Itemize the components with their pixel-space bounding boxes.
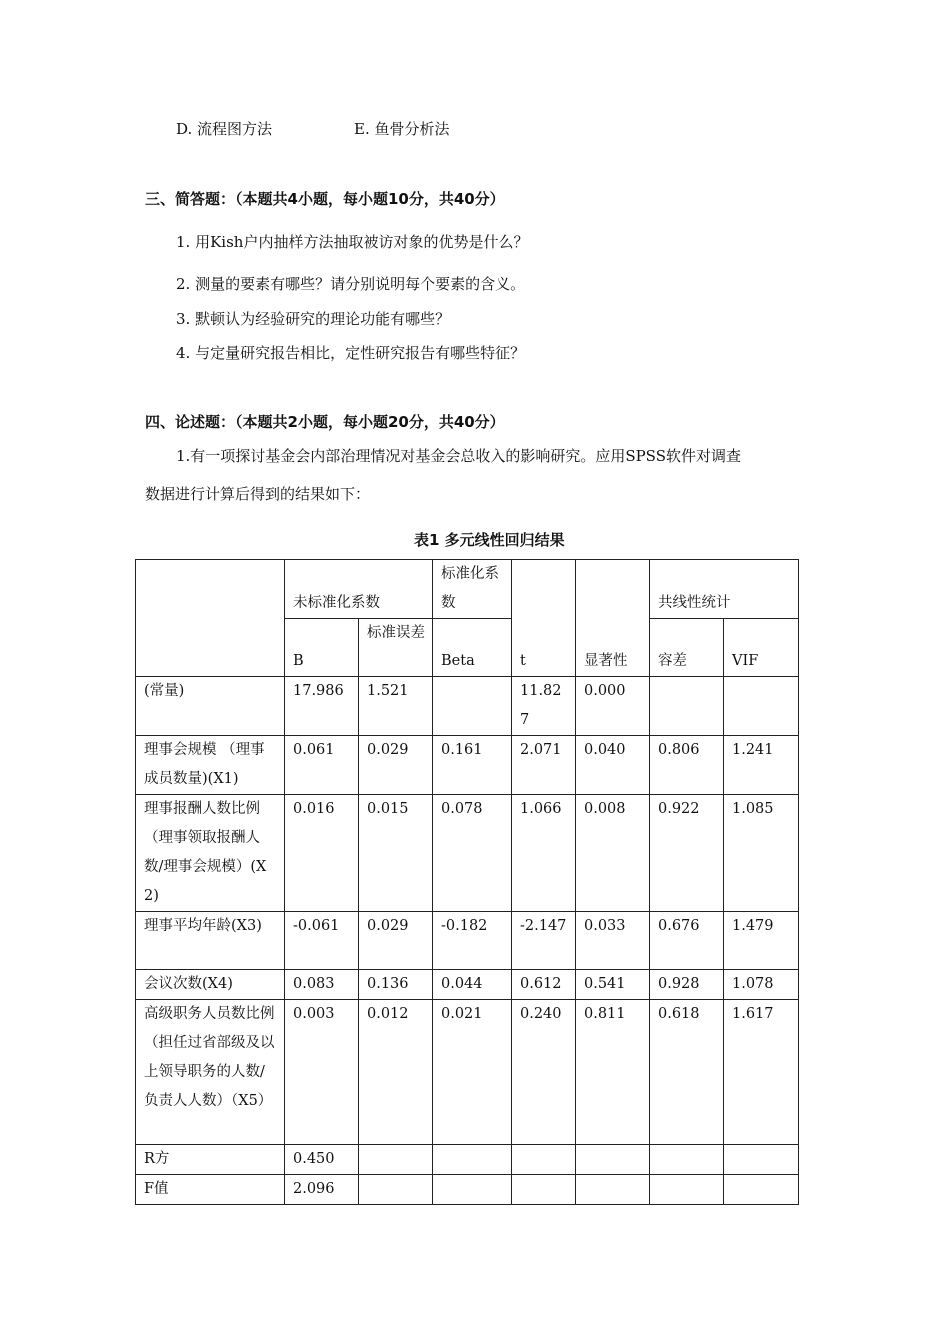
section-3-heading: 三、简答题：（本题共4小题，每小题10分，共40分） [145, 190, 505, 208]
question-3-2: 2. 测量的要素有哪些？请分别说明每个要素的含义。 [176, 275, 526, 293]
cell-t: 0.612 [512, 970, 576, 1000]
header-t: t [512, 560, 576, 677]
cell-b: 0.083 [285, 970, 359, 1000]
cell-se: 0.015 [359, 795, 433, 912]
question-4-1-line-2: 数据进行计算后得到的结果如下： [145, 485, 371, 503]
cell-beta [433, 677, 512, 736]
cell-tolerance: 0.806 [650, 736, 724, 795]
question-4-1-line-1: 1.有一项探讨基金会内部治理情况对基金会总收入的影响研究。应用SPSS软件对调查 [176, 447, 741, 465]
cell-sig: 0.033 [576, 912, 650, 970]
cell-vif [724, 1145, 799, 1175]
header-standardized: 标准化系数 [433, 560, 512, 619]
cell-t: -2.147 [512, 912, 576, 970]
header-significance: 显著性 [576, 560, 650, 677]
cell-tolerance: 0.928 [650, 970, 724, 1000]
cell-beta: 0.044 [433, 970, 512, 1000]
option-e: E. 鱼骨分析法 [354, 120, 450, 138]
cell-sig [576, 1175, 650, 1205]
header-std-error: 标准误差 [359, 619, 433, 677]
option-d: D. 流程图方法 [176, 120, 273, 138]
cell-sig: 0.008 [576, 795, 650, 912]
cell-vif [724, 1175, 799, 1205]
question-3-4: 4. 与定量研究报告相比，定性研究报告有哪些特征？ [176, 344, 526, 362]
cell-t [512, 1175, 576, 1205]
cell-sig: 0.811 [576, 1000, 650, 1145]
cell-beta: 0.161 [433, 736, 512, 795]
cell-sig [576, 1145, 650, 1175]
cell-beta [433, 1145, 512, 1175]
table-row [136, 736, 799, 795]
table-row [136, 970, 799, 1000]
row-label: R方 [136, 1145, 285, 1175]
cell-b: 0.450 [285, 1145, 359, 1175]
cell-tolerance: 0.922 [650, 795, 724, 912]
cell-b: 0.061 [285, 736, 359, 795]
row-label: 理事报酬人数比例（理事领取报酬人数/理事会规模）(X2) [136, 795, 285, 912]
table-row [136, 1000, 799, 1145]
header-b: B [285, 619, 359, 677]
section-4-heading: 四、论述题：（本题共2小题，每小题20分，共40分） [145, 413, 505, 431]
regression-table [135, 559, 799, 1205]
header-tolerance: 容差 [650, 619, 724, 677]
cell-beta: -0.182 [433, 912, 512, 970]
cell-sig: 0.000 [576, 677, 650, 736]
cell-se: 1.521 [359, 677, 433, 736]
cell-t: 11.827 [512, 677, 576, 736]
table-caption: 表1 多元线性回归结果 [414, 531, 565, 549]
cell-vif: 1.479 [724, 912, 799, 970]
cell-t: 1.066 [512, 795, 576, 912]
header-beta: Beta [433, 619, 512, 677]
cell-b: 2.096 [285, 1175, 359, 1205]
cell-b: 0.016 [285, 795, 359, 912]
cell-beta [433, 1175, 512, 1205]
cell-tolerance: 0.676 [650, 912, 724, 970]
header-vif: VIF [724, 619, 799, 677]
cell-se: 0.012 [359, 1000, 433, 1145]
row-label: 会议次数(X4) [136, 970, 285, 1000]
cell-b: 0.003 [285, 1000, 359, 1145]
header-empty-cell [136, 560, 285, 677]
cell-b: 17.986 [285, 677, 359, 736]
table-row [136, 912, 799, 970]
cell-se: 0.136 [359, 970, 433, 1000]
cell-b: -0.061 [285, 912, 359, 970]
header-unstandardized: 未标准化系数 [285, 560, 433, 619]
cell-se: 0.029 [359, 736, 433, 795]
row-label: F值 [136, 1175, 285, 1205]
table-row [136, 677, 799, 736]
cell-t: 2.071 [512, 736, 576, 795]
table-row [136, 1145, 799, 1175]
cell-sig: 0.541 [576, 970, 650, 1000]
cell-t [512, 1145, 576, 1175]
cell-vif: 1.078 [724, 970, 799, 1000]
question-3-1: 1. 用Kish户内抽样方法抽取被访对象的优势是什么？ [176, 233, 529, 251]
row-label: 高级职务人员数比例（担任过省部级及以上领导职务的人数/负责人人数）（X5） [136, 1000, 285, 1145]
header-collinearity: 共线性统计 [650, 560, 799, 619]
table-row [136, 795, 799, 912]
cell-t: 0.240 [512, 1000, 576, 1145]
cell-beta: 0.021 [433, 1000, 512, 1145]
row-label: 理事平均年龄(X3) [136, 912, 285, 970]
cell-tolerance [650, 1145, 724, 1175]
cell-tolerance: 0.618 [650, 1000, 724, 1145]
cell-sig: 0.040 [576, 736, 650, 795]
cell-tolerance [650, 677, 724, 736]
row-label: (常量) [136, 677, 285, 736]
table-row [136, 1175, 799, 1205]
cell-vif: 1.085 [724, 795, 799, 912]
cell-se [359, 1175, 433, 1205]
cell-se: 0.029 [359, 912, 433, 970]
row-label: 理事会规模 （理事成员数量)(X1) [136, 736, 285, 795]
cell-vif: 1.617 [724, 1000, 799, 1145]
cell-vif: 1.241 [724, 736, 799, 795]
question-3-3: 3. 默顿认为经验研究的理论功能有哪些？ [176, 310, 451, 328]
table-header-row-1 [136, 560, 799, 619]
cell-se [359, 1145, 433, 1175]
cell-vif [724, 677, 799, 736]
cell-tolerance [650, 1175, 724, 1205]
cell-beta: 0.078 [433, 795, 512, 912]
